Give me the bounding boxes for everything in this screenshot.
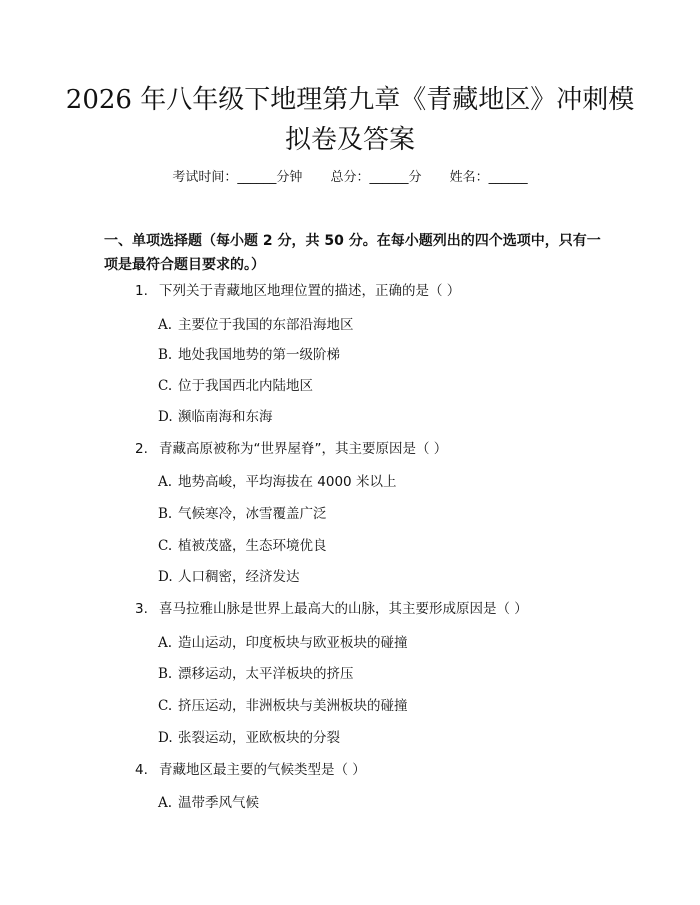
page-title: 2026 年八年级下地理第九章《青藏地区》冲刺模拟卷及答案: [65, 85, 635, 155]
question-4: [135, 760, 635, 780]
option-1d: [158, 407, 618, 427]
question-text: 青藏地区最主要的气候类型是（ ）: [159, 762, 366, 778]
option-text: 气候寒冷，冰雪覆盖广泛: [178, 506, 327, 522]
total-score-label: 总分：______分: [330, 170, 422, 185]
option-text: 温带季风气候: [178, 795, 259, 811]
question-3: [135, 599, 635, 619]
question-number: 2.: [135, 441, 148, 457]
option-text: 造山运动，印度板块与欧亚板块的碰撞: [178, 635, 408, 651]
option-1a: [158, 315, 618, 335]
option-2b: [158, 504, 618, 524]
option-letter: A.: [158, 795, 173, 811]
option-2d: [158, 567, 618, 587]
question-text: 青藏高原被称为“世界屋脊”，其主要原因是（ ）: [159, 441, 448, 457]
question-number: 3.: [135, 601, 148, 617]
option-letter: B.: [158, 506, 173, 522]
exam-info-line: [0, 168, 700, 188]
option-letter: D.: [158, 409, 173, 425]
option-letter: D.: [158, 569, 173, 585]
question-text: 喜马拉雅山脉是世界上最高大的山脉，其主要形成原因是（ ）: [159, 601, 528, 617]
option-1b: [158, 345, 618, 365]
option-2a: [158, 472, 618, 492]
question-number: 4.: [135, 762, 148, 778]
option-text: 主要位于我国的东部沿海地区: [178, 317, 354, 333]
option-text: 位于我国西北内陆地区: [178, 378, 313, 394]
option-4a: [158, 793, 618, 813]
option-text: 濒临南海和东海: [178, 409, 273, 425]
option-text: 漂移运动，太平洋板块的挤压: [178, 666, 354, 682]
option-letter: B.: [158, 666, 173, 682]
option-3b: [158, 664, 618, 684]
option-letter: A.: [158, 474, 173, 490]
option-letter: B.: [158, 347, 173, 363]
option-text: 张裂运动，亚欧板块的分裂: [178, 730, 340, 746]
question-1: [135, 281, 635, 301]
option-1c: [158, 376, 618, 396]
question-number: 1.: [135, 283, 148, 299]
option-text: 地势高峻，平均海拔在 4000 米以上: [178, 474, 397, 490]
section-heading: 一、单项选择题（每小题 2 分，共 50 分。在每小题列出的四个选项中，只有一项是最符合题目要求的。）: [104, 233, 601, 273]
student-name-label: 姓名：______: [449, 170, 528, 185]
option-letter: A.: [158, 635, 173, 651]
option-3c: [158, 696, 618, 716]
option-3d: [158, 728, 618, 748]
option-letter: C.: [158, 378, 173, 394]
option-text: 植被茂盛，生态环境优良: [178, 538, 327, 554]
option-letter: C.: [158, 538, 173, 554]
option-text: 地处我国地势的第一级阶梯: [178, 347, 340, 363]
exam-time-label: 考试时间：______分钟: [172, 170, 303, 185]
question-text: 下列关于青藏地区地理位置的描述，正确的是（ ）: [159, 283, 461, 299]
option-letter: C.: [158, 698, 173, 714]
option-text: 人口稠密，经济发达: [178, 569, 300, 585]
question-2: [135, 439, 635, 459]
option-letter: D.: [158, 730, 173, 746]
option-2c: [158, 536, 618, 556]
option-3a: [158, 633, 618, 653]
option-text: 挤压运动，非洲板块与美洲板块的碰撞: [178, 698, 408, 714]
option-letter: A.: [158, 317, 173, 333]
